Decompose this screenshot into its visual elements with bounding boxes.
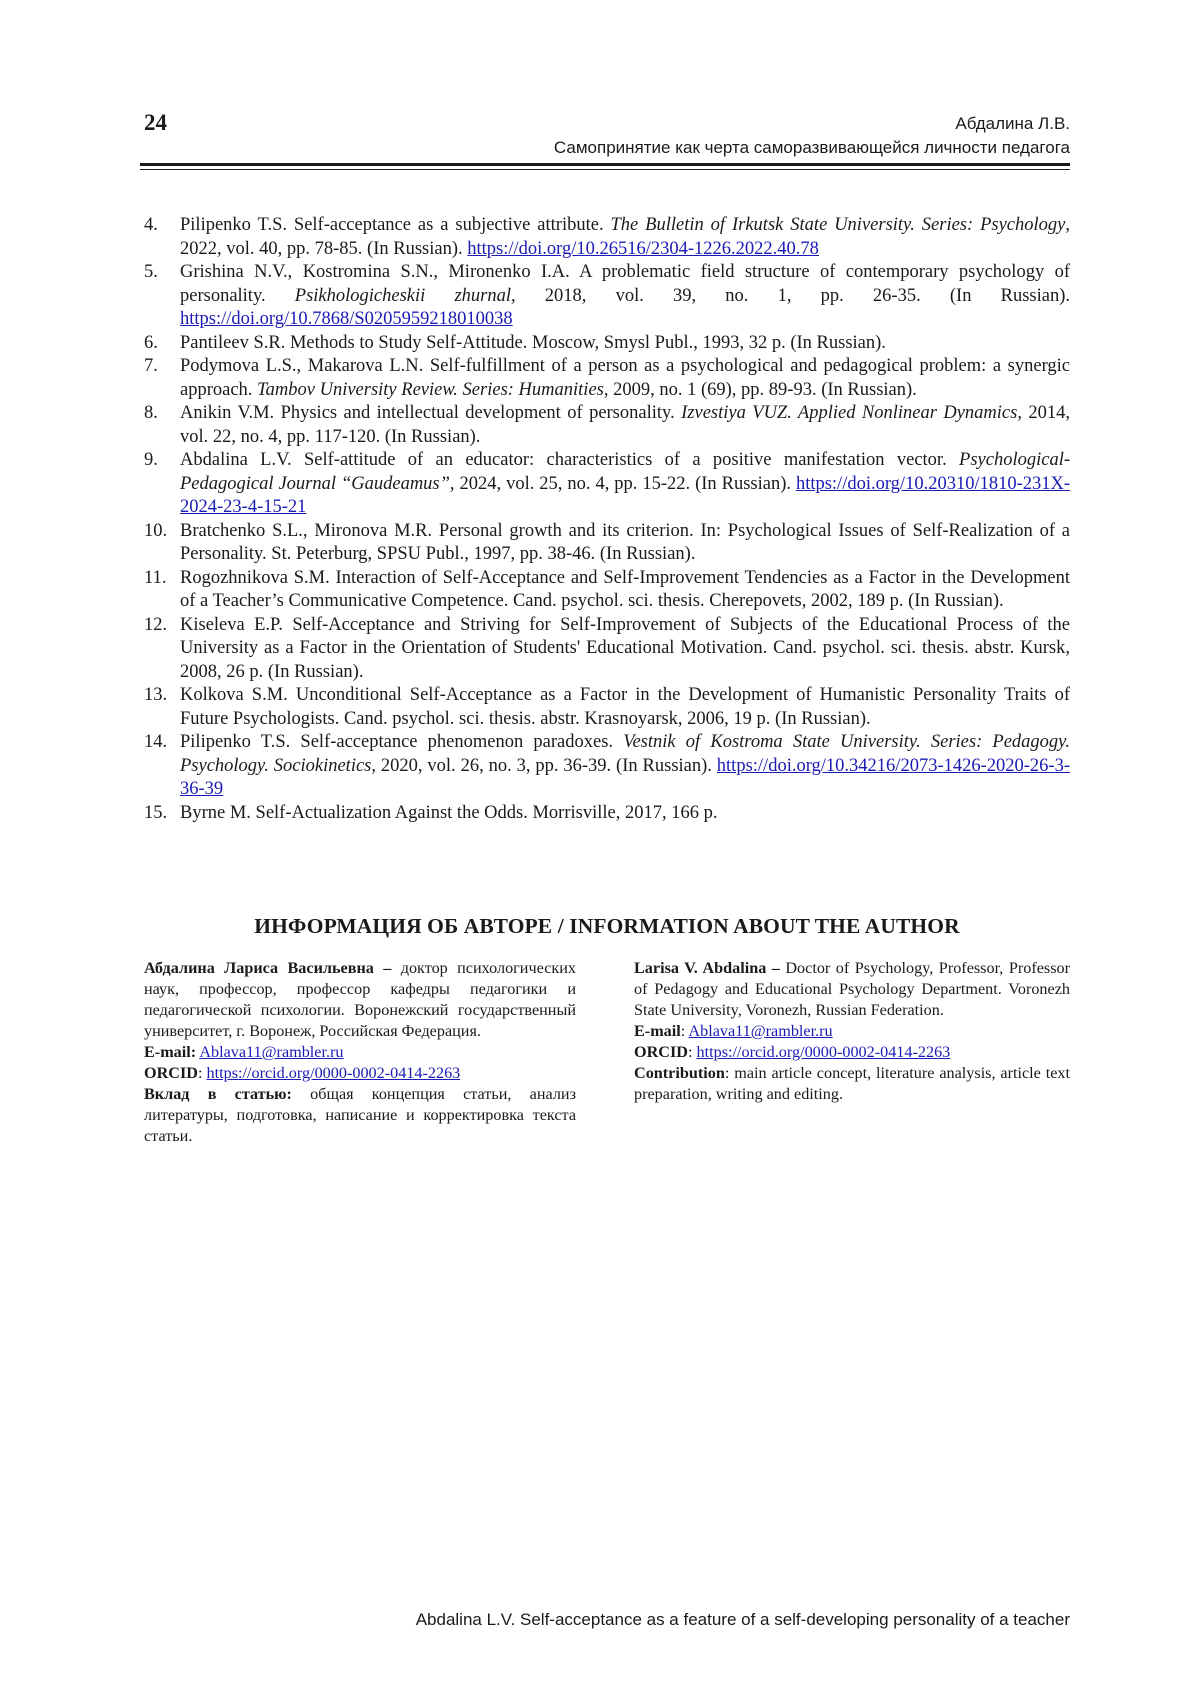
email-label-en: E-mail xyxy=(634,1022,681,1040)
contribution-label-en: Contribution xyxy=(634,1064,725,1082)
page-number: 24 xyxy=(144,110,167,135)
reference-item xyxy=(144,614,1070,685)
reference-text: Podymova L.S., Makarova L.N. Self-fulfillment of a person as a psychological and pedagogical problem: a synergic approach. xyxy=(180,356,1070,400)
reference-text: Byrne M. Self-Actualization Against the Odds. Morrisville, 2017, 166 p. xyxy=(180,802,718,823)
running-head-title: Самопринятие как черта саморазвивающейся личности педагога xyxy=(553,138,1070,157)
reference-text: Bratchenko S.L., Mironova M.R. Personal growth and its criterion. In: Psychological Issues of Self-Realization of a Personality. St. Peterburg, SPSU Publ., 1997, pp. 38-46. (In Russian). xyxy=(180,520,1070,564)
reference-doi-link[interactable]: https://doi.org/10.34216/2073-1426-2020-26-3-36-39 xyxy=(180,755,1070,799)
email-label-ru: E-mail: xyxy=(144,1043,197,1061)
reference-text: Abdalina L.V. Self-attitude of an educator: characteristics of a positive manifestation vector. xyxy=(180,450,960,470)
contribution-text-en: : main article concept, literature analysis, article text preparation, writing and editing. xyxy=(634,1064,1070,1103)
reference-text: , 2024, vol. 25, no. 4, pp. 15-22. (In Russian). xyxy=(449,473,796,494)
reference-number: 10. xyxy=(144,520,168,541)
reference-text: Kolkova S.M. Unconditional Self-Acceptance as a Factor in the Development of Humanistic Personality Traits of Future Psychologists. Cand. psychol. sci. thesis. abstr. Krasnoyarsk, 2006, 19 p. (In Russian). xyxy=(180,685,1070,729)
author-name-en: Larisa V. Abdalina – xyxy=(634,959,780,977)
reference-text: , 2022, vol. 40, pp. 78-85. (In Russian). xyxy=(180,215,1070,259)
reference-text: Rogozhnikova S.M. Interaction of Self-Acceptance and Self-Improvement Tendencies as a Factor in the Development of a Teacher’s Communicative Competence. Cand. psychol. sci. thesis. Cherepovets, 2002, 189 p. (In Russian). xyxy=(180,567,1070,611)
reference-number: 14. xyxy=(144,732,168,752)
reference-text: , 2018, vol. 39, no. 1, pp. 26-35. (In Russian). xyxy=(511,285,1070,306)
reference-text: Grishina N.V., Kostromina S.N., Mironenko I.A. A problematic field structure of contemporary psychology of personality. xyxy=(180,262,1070,306)
reference-item xyxy=(144,261,1070,332)
running-head-author: Абдалина Л.В. xyxy=(955,114,1070,133)
author-info-en: Larisa V. Abdalina – Doctor of Psychology, Professor, Professor of Pedagogy and Educational Psychology Department. Voronezh State University, Voronezh, Russian Federation. E-mail: Ablava11@rambler.ru ORCID: https://orcid.org/0000-0002-0414-2263 Contribution: main article concept, literature analysis, article text preparation, writing and editing. xyxy=(634,959,1070,1103)
reference-number: 5. xyxy=(144,262,158,282)
reference-text: Pilipenko T.S. Self-acceptance phenomenon paradoxes. xyxy=(180,732,624,752)
reference-number: 4. xyxy=(144,215,158,235)
reference-item xyxy=(144,332,1070,356)
reference-text: Pantileev S.R. Methods to Study Self-Attitude. Moscow, Smysl Publ., 1993, 32 p. (In Russian). xyxy=(180,332,886,353)
reference-item xyxy=(144,802,1070,826)
reference-doi-link[interactable]: https://doi.org/10.20310/1810-231X-2024-23-4-15-21 xyxy=(180,473,1071,517)
reference-item xyxy=(144,520,1070,567)
running-footer: Abdalina L.V. Self-acceptance as a feature of a self-developing personality of a teacher xyxy=(415,1610,1070,1629)
reference-source-title: The Bulletin of Irkutsk State University. Series: Psychology xyxy=(610,215,1066,235)
reference-list xyxy=(144,214,1070,825)
reference-text: , 2020, vol. 26, no. 3, pp. 36-39. (In Russian). xyxy=(371,755,717,776)
reference-item xyxy=(144,684,1070,731)
reference-text: Pilipenko T.S. Self-acceptance as a subjective attribute. xyxy=(180,215,611,235)
contribution-text-ru: общая концепция статьи, анализ литературы, подготовка, написание и корректировка текста статьи. xyxy=(144,1085,576,1145)
reference-text: , 2014, vol. 22, no. 4, pp. 117-120. (In Russian). xyxy=(180,403,1070,447)
reference-text: , 2009, no. 1 (69), pp. 89-93. (In Russian). xyxy=(603,379,917,400)
reference-item xyxy=(144,402,1070,449)
author-bio-en: Doctor of Psychology, Professor, Professor of Pedagogy and Educational Psychology Department. Voronezh State University, Voronezh, Russian Federation. xyxy=(634,959,1070,1019)
orcid-label-ru: ORCID xyxy=(144,1064,198,1082)
reference-number: 8. xyxy=(144,403,158,423)
author-orcid-link-en[interactable]: https://orcid.org/0000-0002-0414-2263 xyxy=(696,1043,951,1061)
author-orcid-link-ru[interactable]: https://orcid.org/0000-0002-0414-2263 xyxy=(206,1064,461,1082)
reference-number: 6. xyxy=(144,332,158,353)
author-email-link-ru[interactable]: Ablava11@rambler.ru xyxy=(199,1043,344,1061)
reference-source-title: Izvestiya VUZ. Applied Nonlinear Dynamics xyxy=(681,403,1018,423)
reference-number: 11. xyxy=(144,567,167,588)
reference-item xyxy=(144,567,1070,614)
orcid-label-en: ORCID xyxy=(634,1043,688,1061)
reference-number: 12. xyxy=(144,614,168,635)
reference-item xyxy=(144,449,1070,520)
author-bio-ru: доктор психологических наук, профессор, профессор кафедры педагогики и педагогической психологии. Воронежский государственный университет, г. Воронеж, Российская Федерация. xyxy=(144,959,576,1040)
author-info-heading: ИНФОРМАЦИЯ ОБ АВТОРЕ / INFORMATION ABOUT THE AUTHOR xyxy=(254,914,960,938)
reference-text: Kiseleva E.P. Self-Acceptance and Striving for Self-Improvement of Subjects of the Educational Process of the University as a Factor in the Orientation of Students' Educational Motivation. Cand. psychol. sci. thesis. abstr. Kursk, 2008, 26 p. (In Russian). xyxy=(180,614,1070,682)
reference-number: 15. xyxy=(144,802,168,823)
header-rule-thin xyxy=(140,169,1070,170)
reference-number: 13. xyxy=(144,685,168,705)
reference-doi-link[interactable]: https://doi.org/10.7868/S0205959218010038 xyxy=(180,309,513,329)
header-rule-thick xyxy=(140,163,1070,166)
reference-text: Anikin V.M. Physics and intellectual development of personality. xyxy=(180,403,682,423)
reference-item xyxy=(144,214,1070,261)
author-name-ru: Абдалина Лариса Васильевна – xyxy=(144,959,392,977)
contribution-label-ru: Вклад в статью: xyxy=(144,1085,292,1103)
reference-item xyxy=(144,355,1070,402)
running-head xyxy=(554,112,1070,160)
author-info-ru: Абдалина Лариса Васильевна – доктор психологических наук, профессор, профессор кафедры педагогики и педагогической психологии. Воронежский государственный университет, г. Воронеж, Российская Федерация. E-mail: Ablava11@rambler.ru ORCID: https://orcid.org/0000-0002-0414-2263 Вклад в статью: общая концепция статьи, анализ литературы, подготовка, написание и корректировка текста статьи. xyxy=(144,959,576,1145)
author-email-link-en[interactable]: Ablava11@rambler.ru xyxy=(688,1022,833,1040)
reference-source-title: Psychological-Pedagogical Journal “Gaudeamus” xyxy=(180,450,1070,494)
reference-item xyxy=(144,731,1070,802)
reference-source-title: Vestnik of Kostroma State University. Series: Pedagogy. Psychology. Sociokinetics xyxy=(180,732,1071,776)
reference-number: 9. xyxy=(144,450,158,470)
reference-source-title: Psikhologicheskii zhurnal xyxy=(294,285,511,306)
reference-doi-link[interactable]: https://doi.org/10.26516/2304-1226.2022.40.78 xyxy=(467,238,819,259)
reference-number: 7. xyxy=(144,356,158,376)
reference-source-title: Tambov University Review. Series: Humanities xyxy=(257,379,604,400)
